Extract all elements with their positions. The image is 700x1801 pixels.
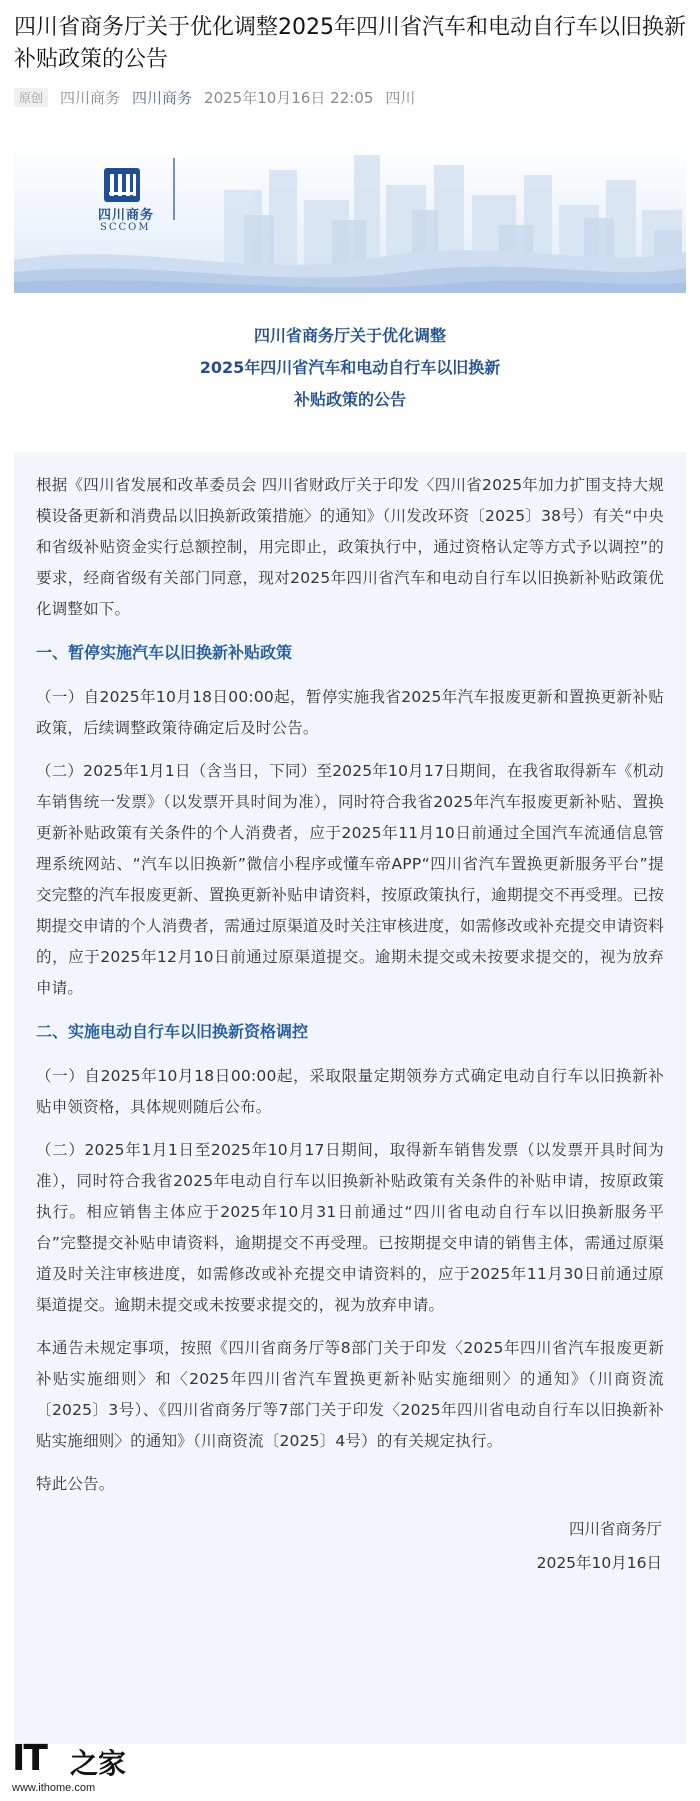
- notice-body: [14, 452, 686, 1744]
- logo-text-cn: 四川商务: [98, 208, 155, 223]
- signature: 四川省商务厅: [568, 1520, 662, 1538]
- intro-paragraph: 根据《四川省发展和改革委员会 四川省财政厅关于印发〈四川省2025年加力扩围支持大规模设备更新和消费品以旧换新政策措施〉的通知》（川发改环资〔2025〕38号）有关“中央和省级补贴资金实行总额控制，用完即止，政策执行中，通过资格认定等方式予以调控”的要求，经商省级有关部门同意，现对2025年四川省汽车和电动自行车以旧换新补贴政策优化调整如下。: [36, 476, 664, 618]
- signature-date: 2025年10月16日: [536, 1554, 662, 1572]
- sccom-logo-icon: [104, 168, 140, 202]
- author: 四川商务: [60, 88, 121, 107]
- watermark-logo: IT: [12, 1738, 46, 1779]
- section-1-paragraph-2: （二）2025年1月1日（含当日，下同）至2025年10月17日期间，在我省取得新车《机动车销售统一发票》（以发票开具时间为准），同时符合我省2025年汽车报废更新补贴、置换更新补贴政策有关条件的个人消费者，应于2025年11月10日前通过全国汽车流通信息管理系统网站、“汽车以旧换新”微信小程序或懂车帝APP“四川省汽车置换更新服务平台”提交完整的汽车报废更新、置换更新补贴申请资料，按原政策执行，逾期提交不再受理。已按期提交申请的个人消费者，需通过原渠道及时关注审核进度，如需修改或补充提交申请资料的，应于2025年12月10日前通过原渠道提交。逾期未提交或未按要求提交的，视为放弃申请。: [36, 762, 665, 997]
- location: 四川: [385, 88, 416, 107]
- watermark-url: www.ithome.com: [12, 1782, 96, 1794]
- article-title: 四川省商务厅关于优化调整2025年四川省汽车和电动自行车以旧换新补贴政策的公告: [14, 15, 686, 72]
- account-link[interactable]: 四川商务: [132, 88, 193, 107]
- notice-heading-line-3: 补贴政策的公告: [293, 390, 406, 409]
- notice-heading-line-2: 2025年四川省汽车和电动自行车以旧换新: [199, 358, 501, 377]
- header-banner: [14, 140, 686, 293]
- notice-heading-line-1: 四川省商务厅关于优化调整: [253, 326, 446, 345]
- section-2-paragraph-1: （一）自2025年10月18日00:00起，采取限量定期领券方式确定电动自行车以旧换新补贴申领资格，具体规则随后公布。: [36, 1067, 664, 1116]
- section-1-paragraph-1: （一）自2025年10月18日00:00起，暂停实施我省2025年汽车报废更新和置换更新补贴政策，后续调整政策待确定后及时公告。: [36, 688, 664, 737]
- notice-heading: [14, 320, 686, 416]
- section-2-heading: 二、实施电动自行车以旧换新资格调控: [36, 1022, 309, 1041]
- ending-line: 特此公告。: [36, 1475, 115, 1493]
- publish-datetime: 2025年10月16日 22:05: [204, 88, 374, 107]
- article-meta: [14, 86, 415, 108]
- closing-paragraph: 本通告未规定事项，按照《四川省商务厅等8部门关于印发〈2025年四川省汽车报废更新补贴实施细则〉和〈2025年四川省汽车置换更新补贴实施细则〉的通知》（川商资流〔2025〕3号）、《四川省商务厅等7部门关于印发〈2025年四川省电动自行车以旧换新补贴实施细则〉的通知》（川商资流〔2025〕4号）的有关规定执行。: [36, 1339, 664, 1450]
- original-tag: 原创: [14, 88, 48, 107]
- ithome-watermark: [12, 1738, 142, 1798]
- watermark-logo-cn: 之家: [70, 1747, 127, 1780]
- section-2-paragraph-2: （二）2025年1月1日至2025年10月17日期间，取得新车销售发票（以发票开具时间为准），同时符合我省2025年电动自行车以旧换新补贴政策有关条件的补贴申请，按原政策执行。相应销售主体应于2025年10月31日前通过“四川省电动自行车以旧换新服务平台”完整提交补贴申请资料，逾期提交不再受理。已按期提交申请的销售主体，需通过原渠道及时关注审核进度，如需修改或补充提交申请资料的，应于2025年11月30日前通过原渠道提交。逾期未提交或未按要求提交的，视为放弃申请。: [36, 1141, 664, 1314]
- logo-text-en: SCCOM: [100, 222, 151, 233]
- section-1-heading: 一、暂停实施汽车以旧换新补贴政策: [36, 643, 293, 662]
